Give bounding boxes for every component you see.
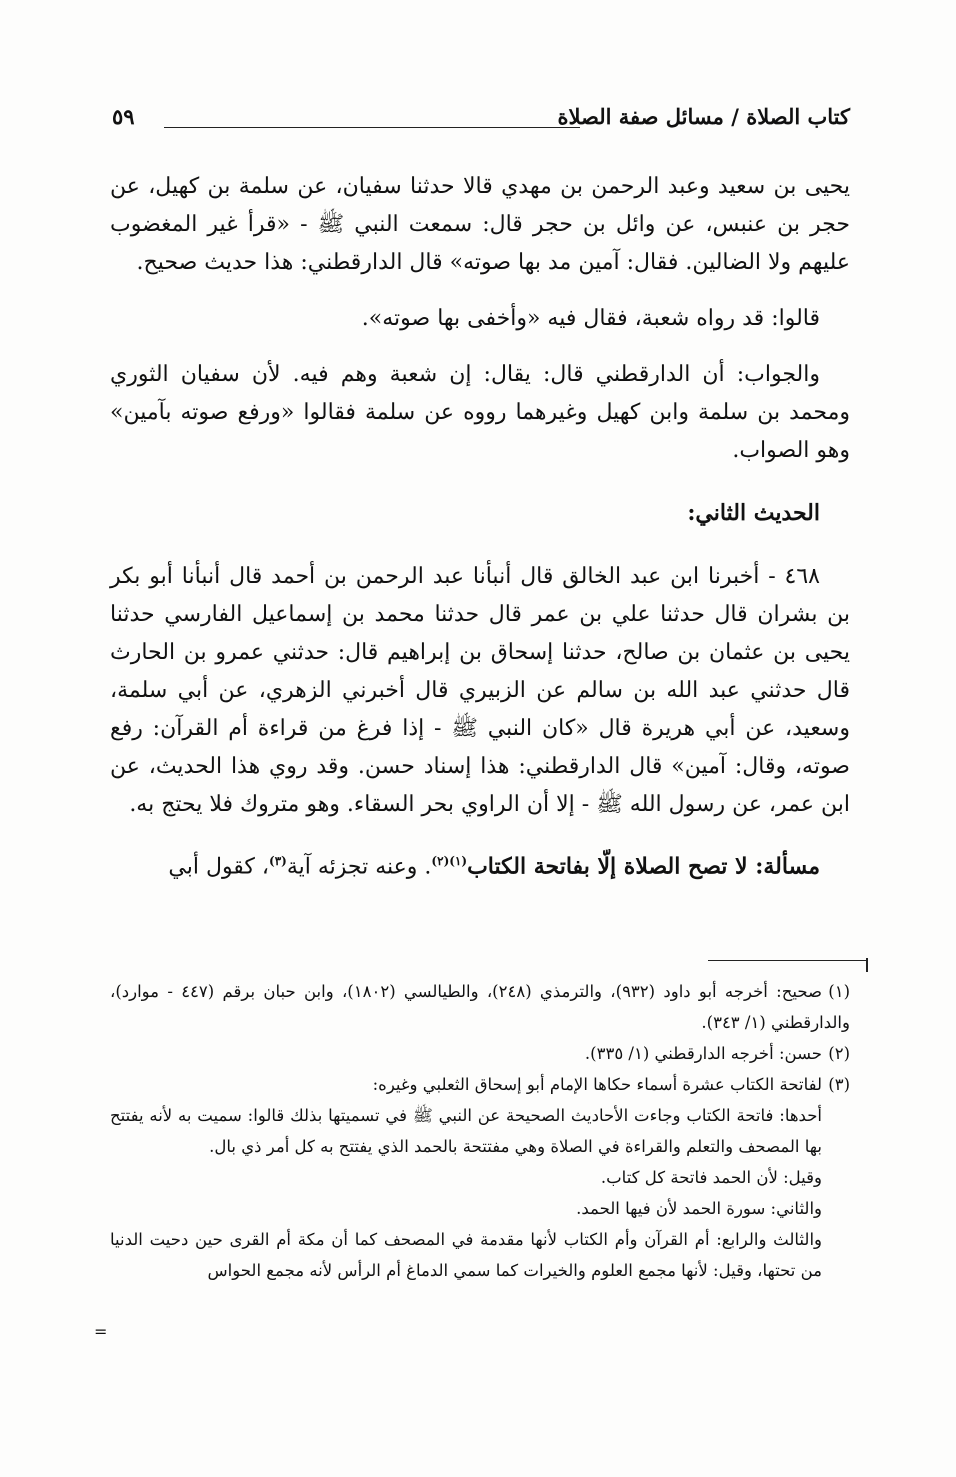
footnote-ref-3[interactable]: (٣)	[269, 854, 287, 868]
footnote-text: حسن: أخرجه الدارقطني (١/ ٣٣٥).	[584, 1044, 822, 1063]
footnote-text: صحيح: أخرجه أبو داود (٩٣٢)، والترمذي (٢٤٨)، والطيالسي (١٨٠٢)، وابن حبان برقم (٤٤٧ - موارد)، والدارقطني (١/ ٣٤٣).	[110, 982, 850, 1032]
footnote-3	[110, 1069, 850, 1100]
masala-text-1: . وعنه تجزئه آية	[286, 854, 432, 880]
running-header	[112, 104, 850, 140]
footnotes	[110, 976, 850, 1286]
masala-paragraph	[110, 842, 850, 886]
footnote-number: (٢)	[828, 1044, 850, 1063]
footnote-3-third-fourth-names: والثالث والرابع: أم القرآن وأم الكتاب لأنها مقدمة في المصحف كما أن مكة أم القرى حين دحيت الدنيا من تحتها، وقيل: لأنها مجمع العلوم والخيرات كما سمي الدماغ أم الرأس لأنه مجمع الحواس	[110, 1230, 822, 1280]
masala-text-2: ، كقول أبي	[168, 854, 270, 880]
chapter-title: كتاب الصلاة / مسائل صفة الصلاة	[557, 104, 850, 129]
paragraph-hadith-468: ٤٦٨ - أخبرنا ابن عبد الخالق قال أنبأنا عبد الرحمن بن أحمد قال أنبأنا أبو بكر بن بشران قال حدثنا علي بن عمر قال حدثنا محمد بن إسماعيل الفارسي حدثنا يحيى بن عثمان بن صالح، حدثنا إسحاق بن إبراهيم قال: حدثني عمرو بن الحارث قال حدثني عبد الله بن سالم عن الزبيري قال أخبرني الزهري، عن أبي سلمة، وسعيد، عن أبي هريرة قال «كان النبي ﷺ - إذا فرغ من قراءة أم القرآن: رفع صوته، وقال: آمين» قال الدارقطني: هذا إسناد حسن. وقد روي هذا الحديث، عن ابن عمر، عن رسول الله ﷺ - إلا أن الراوي بحر السقاء. وهو متروك فلا يحتج به.	[110, 564, 850, 817]
footnote-2	[110, 1038, 850, 1069]
footnote-separator	[708, 960, 868, 961]
paragraph-answer: والجواب: أن الدارقطني قال: يقال: إن شعبة وهم فيه. لأن سفيان الثوري ومحمد بن سلمة وابن كهيل وغيرهما رووه عن سلمة فقالوا «ورفع صوته بآمين» وهو الصواب.	[110, 362, 850, 463]
masala-label: مسألة: لا تصح الصلاة إلّا بفاتحة الكتاب	[467, 853, 820, 880]
section-heading: الحديث الثاني:	[687, 500, 820, 526]
footnote-number: (١)	[828, 982, 850, 1001]
page-number: ٥٩	[112, 104, 135, 129]
footnote-separator-tick	[866, 958, 868, 972]
footnote-3-first-name: أحدها: فاتحة الكتاب وجاءت الأحاديث الصحيحة عن النبي ﷺ في تسميتها بذلك قالوا: سميت به لأنه يفتتح بها المصحف والتعلم والقراءة في الصلاة وهي مفتتحة بالحمد الذي يفتتح به كل أمر ذي بال.	[110, 1106, 822, 1156]
footnote-3-alt-reason: وقيل: لأن الحمد فاتحة كل كتاب.	[600, 1168, 822, 1187]
footnote-3-second-name: والثاني: سورة الحمد لأن فيها الحمد.	[576, 1199, 822, 1218]
paragraph-objection: قالوا: قد رواه شعبة، فقال فيه «وأخفى بها صوته».	[361, 306, 820, 331]
footnote-number: (٣)	[828, 1075, 850, 1094]
footnote-text: لفاتحة الكتاب عشرة أسماء حكاها الإمام أبو إسحاق الثعلبي وغيره:	[372, 1075, 822, 1094]
paragraph-hadith-chain: يحيى بن سعيد وعبد الرحمن بن مهدي قالا حدثنا سفيان، عن سلمة بن كهيل، عن حجر بن عنبس، عن وائل بن حجر قال: سمعت النبي ﷺ - «قرأ غير المغضوب عليهم ولا الضالين. فقال: آمين مد بها صوته» قال الدارقطني: هذا حديث صحيح.	[110, 174, 850, 275]
continuation-mark: =	[94, 1322, 108, 1341]
main-text	[110, 168, 850, 904]
header-rule	[164, 127, 580, 128]
footnote-1	[110, 976, 850, 1038]
footnote-ref-1-2[interactable]: (١)(٢)	[431, 854, 468, 868]
